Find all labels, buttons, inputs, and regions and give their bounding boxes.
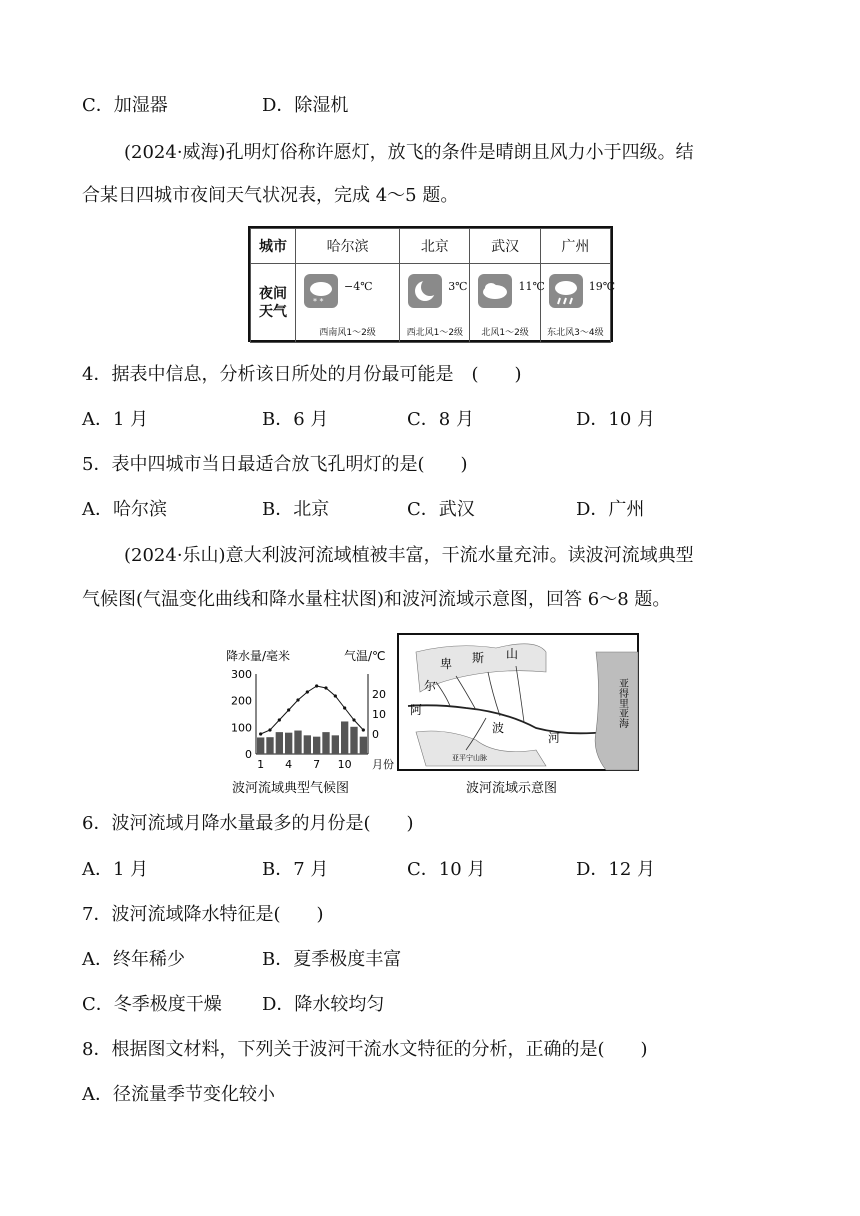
map-label-river: 波 — [492, 721, 505, 735]
moon-icon — [408, 274, 442, 308]
wind-text: 东北风3～4级 — [547, 328, 604, 338]
temperature-point — [287, 708, 290, 711]
temperature-point — [324, 686, 327, 689]
svg-text:* *: * * — [313, 297, 324, 306]
weather-cell — [540, 264, 616, 343]
precip-bar — [304, 735, 311, 754]
q4-option-d: D．10 月 — [576, 409, 656, 430]
q5-option-d: D．广州 — [576, 499, 645, 520]
temperature-point — [268, 728, 271, 731]
river-basin-map — [396, 632, 640, 800]
question-5: 5．表中四城市当日最适合放飞孔明灯的是( ) — [82, 454, 468, 475]
cloudy-icon — [478, 274, 512, 308]
rain-cloud-icon — [549, 274, 583, 308]
wind-text: 西南风1～2级 — [319, 328, 376, 338]
q7-option-c: C．冬季极度干燥 — [82, 994, 222, 1015]
map-label-alps: 尔 — [424, 679, 437, 693]
climate-chart — [222, 642, 398, 800]
temperature: 3℃ — [448, 280, 468, 293]
temperature-point — [296, 698, 299, 701]
weather-cell — [400, 264, 470, 343]
q4-option-c: C．8 月 — [407, 409, 474, 430]
table-city-name: 北京 — [400, 229, 470, 264]
y-left-tick-label: 300 — [231, 668, 252, 681]
precip-bar — [285, 733, 292, 754]
y-left-tick-label: 0 — [245, 748, 252, 761]
y-right-tick-label: 0 — [372, 728, 379, 741]
temperature-point — [352, 718, 355, 721]
map-label-alps: 卑 — [440, 657, 453, 671]
temperature: −4℃ — [344, 280, 373, 293]
x-tick-label: 1 — [257, 758, 265, 771]
precip-bar — [276, 732, 283, 754]
question-8: 8．根据图文材料，下列关于波河干流水文特征的分析，正确的是( ) — [82, 1039, 648, 1060]
precip-bar — [332, 735, 339, 754]
map-label-sea: 亚得里亚海 — [616, 678, 628, 728]
q3-option-d: D．除湿机 — [262, 95, 349, 116]
intro-4-5-line2: 合某日四城市夜间天气状况表，完成 4～5 题。 — [82, 185, 459, 206]
table-city-name: 武汉 — [470, 229, 540, 264]
q6-option-d: D．12 月 — [576, 859, 656, 880]
table-header-city: 城市 — [251, 229, 296, 264]
precip-bar — [294, 731, 301, 754]
question-4: 4．据表中信息，分析该日所处的月份最可能是 ( ) — [82, 364, 522, 385]
map-label-river: 河 — [548, 731, 561, 745]
intro-6-8-line2: 气候图(气温变化曲线和降水量柱状图)和波河流域示意图，回答 6～8 题。 — [82, 589, 671, 610]
table-city-name: 哈尔滨 — [296, 229, 400, 264]
y-right-tick-label: 10 — [372, 708, 386, 721]
y-left-tick-label: 100 — [231, 721, 252, 735]
snow-cloud-icon — [304, 274, 338, 308]
intro-6-8-line1: (2024·乐山)意大利波河流域植被丰富，干流水量充沛。读波河流域典型 — [124, 545, 694, 566]
question-6: 6．波河流域月降水量最多的月份是( ) — [82, 813, 414, 834]
weather-table — [248, 226, 616, 342]
weather-cell — [296, 264, 400, 343]
q5-option-a: A．哈尔滨 — [82, 499, 167, 520]
precip-bar — [322, 732, 329, 754]
intro-4-5-line1: (2024·威海)孔明灯俗称许愿灯，放飞的条件是晴朗且风力小于四级。结 — [124, 142, 694, 163]
map-label-alps: 斯 — [472, 651, 485, 665]
temperature-point — [278, 718, 281, 721]
wind-text: 西北风1～2级 — [406, 328, 464, 338]
x-tick-label: 4 — [285, 758, 293, 771]
precip-bar — [266, 737, 273, 754]
temperature-point — [259, 732, 262, 735]
y-left-label: 降水量/毫米 — [226, 649, 291, 663]
y-right-label: 气温/℃ — [344, 649, 386, 663]
q7-option-b: B．夏季极度丰富 — [262, 949, 402, 970]
y-left-tick-label: 200 — [231, 694, 252, 708]
table-row-label: 夜间天气 — [251, 264, 296, 343]
temperature: 11℃ — [518, 280, 545, 293]
q6-option-b: B．7 月 — [262, 859, 329, 880]
x-tick-label: 7 — [313, 758, 321, 771]
x-tick-label: 10 — [337, 758, 352, 771]
precip-bar — [257, 737, 264, 754]
map-label-alps: 阿 — [410, 703, 423, 717]
question-7: 7．波河流域降水特征是( ) — [82, 904, 324, 925]
x-axis-label: 月份 — [372, 758, 394, 771]
q4-option-b: B．6 月 — [262, 409, 329, 430]
map-label-apennines: 亚平宁山脉 — [452, 754, 487, 762]
y-right-tick-label: 20 — [372, 688, 386, 701]
climate-chart-caption: 波河流域典型气候图 — [232, 781, 350, 796]
table-city-name: 广州 — [540, 229, 610, 264]
q5-option-b: B．北京 — [262, 499, 330, 520]
temperature-point — [343, 706, 346, 709]
q8-option-a: A．径流量季节变化较小 — [82, 1084, 275, 1105]
map-caption: 波河流域示意图 — [466, 781, 558, 796]
q6-option-c: C．10 月 — [407, 859, 486, 880]
temperature-point — [334, 694, 337, 697]
q3-option-c: C．加湿器 — [82, 95, 168, 116]
precip-bar — [313, 737, 320, 754]
precip-bar — [341, 721, 348, 754]
precip-bar — [360, 737, 367, 754]
q6-option-a: A．1 月 — [82, 859, 149, 880]
temperature-point — [362, 728, 365, 731]
weather-cell — [470, 264, 545, 343]
temperature-point — [315, 684, 318, 687]
q7-option-a: A．终年稀少 — [82, 949, 185, 970]
q7-option-d: D．降水较均匀 — [262, 994, 385, 1015]
temperature: 19℃ — [588, 280, 616, 293]
wind-text: 北风1～2级 — [481, 328, 529, 338]
q4-option-a: A．1 月 — [82, 409, 149, 430]
map-label-alps: 山 — [506, 647, 519, 661]
precip-bar — [350, 727, 357, 754]
q5-option-c: C．武汉 — [407, 499, 475, 520]
temperature-point — [306, 690, 309, 693]
